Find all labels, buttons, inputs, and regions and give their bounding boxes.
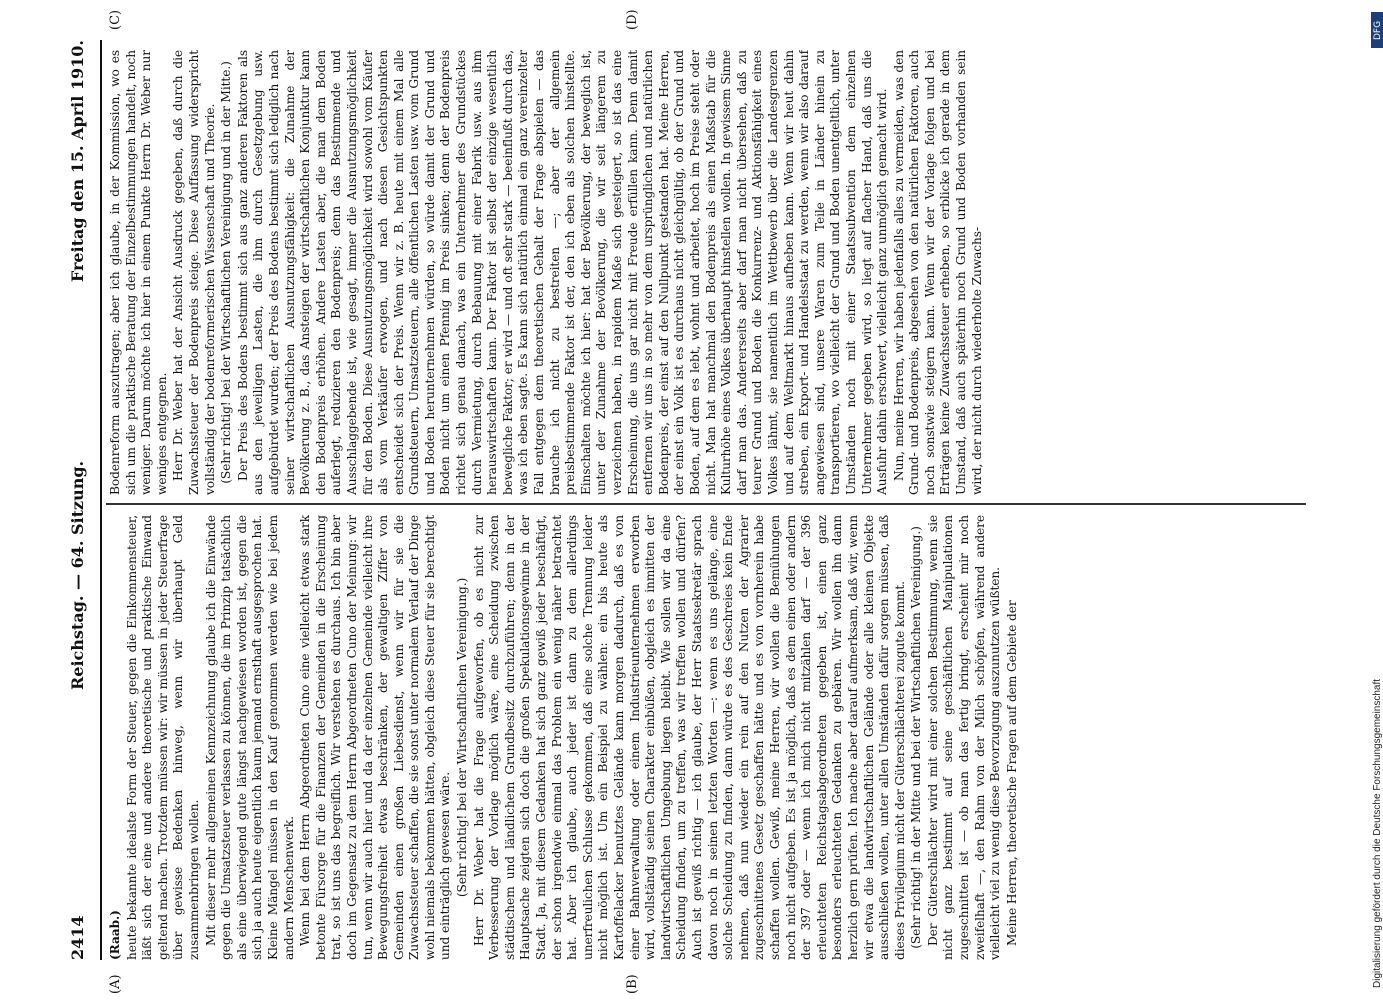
funding-credit: Digitalisierung gefördert durch die Deutsche Forschungsgemeinschaft [1372, 678, 1383, 988]
digitization-sidebar [1371, 10, 1383, 990]
paragraph: Mit dieser mehr allgemeinen Kennzeichnung glaube ich die Einwände gegen die Umsatzsteuer verlassen zu können, die im Prinzip tatsächlich als eine überwiegend gute längst nachgewiesen worden ist, gegen die sich ja auch heute eigentlich kaum jemand ernsthaft ausgesprochen hat. Kleine Mängel müssen in den Kauf genommen werden wie bei jedem andern Menschenwerk. [203, 515, 296, 960]
header-left-title: Reichstag. — 64. Sitzung. [68, 460, 87, 690]
paragraph: Der Preis des Bodens bestimmt sich aus ganz anderen Faktoren als aus den jeweiligen Lasten, die ihm durch Gesetzgebung usw. aufgebürdet wurden; der Preis des Bodens bestimmt sich lediglich nach seiner wirtschaftlichen Ausnutzungsfähigkeit: die Zunahme der Bevölkerung z. B., das Ansteigen der wirtschaftlichen Konjunktur kann den Bodenpreis erhöhen. Andere Lasten aber, die man dem Boden auferlegt, reduzieren den Bodenpreis; denn das Bestimmende und Ausschlaggebende ist, wie gesagt, immer die Ausnutzungsmöglichkeit für den Boden. Diese Ausnutzungsmöglichkeit wird sowohl vom Käufer als vom Verkäufer erwogen, und nach diesen Gesichtspunkten entscheidet sich der Preis. Wenn wir z. B. heute mit einem Mal alle Grundsteuern, Umsatzsteuern, alle öffentlichen Lasten usw. vom Grund und Boden herunternehmen würden, so würde damit der Grund und Boden nicht um einen Pfennig im Preis sinken; denn der Bodenpreis richtet sich genau danach, was ein Unternehmer des Grundstückes durch Vermietung, durch Bebauung mit einer Fabrik usw. aus ihm herauswirtschaften kann. Der Faktor ist selbst der einzige wesentlich bewegliche Faktor; er wird — und oft sehr stark — beeinflußt durch das, was ich eben sagte. Es kann sich natürlich einmal ein ganz vereinzelter Fall entgegen dem theoretischen Gehalt der Frage abspielen — das brauche ich nicht zu bestreiten —; aber der allgemein preisbestimmende Faktor ist der, den ich eben als solchen hinstellte. Einschalten möchte ich hier: hat der Bevölkerung, der beweglich ist, unter der Zunahme der Bevölkerung, die wir seit längerem zu verzeichnen haben, in rapidem Maße sich gesteigert, so ist das eine Erscheinung, die uns gar nicht mit Freude erfüllen kann. Denn damit entfernen wir uns in so mehr von dem ursprünglichen und natürlichen Bodenpreis, der einst auf den Nullpunkt gestanden hat. Meine Herren, der einst ein Volk ist es durchaus nicht gleichgültig, ob der Grund und Boden, auf dem es lebt, wohnt und arbeitet, hoch im Preise steht oder nicht. Man hat manchmal den Bodenpreis als einen Maßstab für die Kulturhöhe eines Volkes überhaupt hinstellen wollen. In gewissem Sinne darf man das. Andererseits aber darf man nicht übersehen, daß zu teurer Grund und Boden die Konkurrenz- und Aktionsfähigkeit eines Volkes lähmt, sie namentlich im Wettbewerb über die Landesgrenzen und auf dem Weltmarkt hinaus aufheben kann. Wenn wir heut dahin streben, ein Export- und Handelsstaat zu werden, wenn wir also darauf angewiesen sind, unsere Waren zum Teile in Länder hinein zu transportieren, wo vielleicht der Grund und Boden unentgeltlich, unter Umständen noch mit einer Staatssubvention dem einzelnen Unternehmer gegeben wird, so liegt auf flacher Hand, daß uns die Ausfuhr dahin erschwert, vielleicht ganz unmöglich gemacht wird. [235, 50, 890, 495]
paragraph: Wenn bei dem Herrn Abgeordneten Cuno eine vielleicht etwas stark betonte Fürsorge für die Finanzen der Gemeinden in die Erscheinung trat, so ist uns das begreiflich. Wir verstehen es durchaus. Ich bin aber doch im Gegensatz zu dem Herrn Abgeordneten Cuno der Meinung: wir tun, wenn wir auch hier und da der einzelnen Gemeinde vielleicht ihre Bewegungsfreiheit etwas beschränken, der gewaltigen Ziffer von Gemeinden einen großen Liebesdienst, wenn wir für sie die Zuwachssteuer schaffen, die sie sonst unter normalem Verlauf der Dinge wohl niemals bekommen hätten, obgleich diese Steuer für sie berechtigt und einträglich gewesen wäre. [298, 515, 453, 960]
left-column [108, 515, 1308, 960]
paragraph: Herr Dr. Weber hat der Ansicht Ausdruck gegeben, daß durch die Zuwachssteuer der Bodenpreis steige. Diese Auffassung widerspricht vollständig der bodenreformerischen Wissenschaft und Theorie. [171, 50, 217, 495]
paragraph: heute bekannte idealste Form der Steuer, gegen die Einkommensteuer, läßt sich der eine und andere theoretische und praktische Einwand geltend machen. Trotzdem müssen wir: wir müssen in jeder Steuerfrage über gewisse Bedenken hinweg, wenn wir überhaupt Geld zusammenbringen wollen. [124, 515, 201, 960]
margin-marker-b: (B) [625, 974, 640, 994]
paragraph: Herr Dr. Weber hat die Frage aufgeworfen, ob es nicht zur Verbesserung der Vorlage möglich wäre, eine Scheidung zwischen städtischem und ländlichem Grundbesitz durchzuführen; denn in der Hauptsache zeigten sich doch die großen Spekulationsgewinne in der Stadt. Ja, mit diesem Gedanken hat sich ganz gewiß jeder beschäftigt, der schon irgendwie einmal das Problem ein wenig näher betrachtet hat. Aber ich glaube, auch jeder ist dann zu dem allerdings unerfreulichen Schlusse gekommen, daß eine solche Trennung leider nicht möglich ist. Um ein Beispiel zu wählen: ein bis heute als Kartoffelacker benutztes Gelände kann morgen dadurch, daß es von einer Bahnverwaltung oder einem Industrieunternehmen erworben wird, vollständig seinen Charakter einbüßen, obgleich es inmitten der landwirtschaftlichen Umgebung liegen bleibt. Wie sollen wir da eine Scheidung finden, um zu treffen, was wir treffen wollen und dürfen? Auch ist gewiß richtig — ich glaube, der Herr Staatssekretär sprach davon noch in seinen letzten Worten —: wenn es uns gelänge, eine solche Scheidung zu finden, dann würde es des Geschreies kein Ende nehmen, daß nun wieder ein rein auf den Nutzen der Agrarier zugeschnittenes Gesetz geschaffen hätte und es von vornherein habe schaffen wollen. Gewiß, meine Herren, wir wollen die Bemühungen noch nicht aufgeben. Es ist ja möglich, daß es dem einen oder andern der 397 oder — wenn ich mich nicht mitzählen darf — der 396 erleuchteten Reichstagsabgeordneten gegeben ist, einen ganz besonders erleuchteten Gedanken zu gebären. Wir wollen ihn dann herzlich gern prüfen. Ich mache aber darauf aufmerksam, daß wir, wenn wir etwa die landwirtschaftlichen Gelände oder alle kleinen Objekte ausschließen wollen, unter allen Umständen dafür sorgen müssen, daß dieses Privilegium nicht der Güterschlächterei zugute kommt. [471, 515, 907, 960]
interjection: (Sehr richtig! bei der Wirtschaftlichen Vereinigung und in der Mitte.) [219, 61, 234, 484]
paragraph: Der Güterschlächter wird mit einer solchen Bestimmung, wenn sie nicht ganz bestimmt auf seine geschäftlichen Manipulationen zugeschnitten ist — ob man das fertig bringt, erscheint mir noch zweifelhaft —, den Rahm von der Milch schöpfen, während andere vielleicht viel zu wenig diese Bevorzugung auszunutzen wüßten. [925, 515, 1003, 960]
page-number: 2414 [68, 915, 87, 960]
margin-marker-a: (A) [108, 974, 123, 994]
speaker-label: (Raab.) [108, 910, 122, 960]
column-divider [106, 503, 1306, 505]
header-right-title: Freitag den 15. April 1910. [68, 40, 87, 283]
right-column [108, 50, 1308, 495]
interjection: (Sehr richtig! in der Mitte und bei der Wirtschaftlichen Vereinigung.) [909, 526, 924, 949]
margin-marker-d: (D) [625, 9, 640, 30]
paragraph: Meine Herren, theoretische Fragen auf dem Gebiete der [1004, 600, 1019, 946]
margin-marker-c: (C) [108, 9, 123, 30]
rotated-page [60, 9, 1320, 994]
header-rule [100, 40, 102, 960]
interjection: (Sehr richtig! bei der Wirtschaftlichen Vereinigung.) [455, 577, 470, 898]
dfg-logo: DFG [1371, 12, 1383, 48]
paragraph: Nun, meine Herren, wir haben jedenfalls alles zu vermeiden, was den Grund- und Bodenpreis, abgesehen von den natürlichen Faktoren, auch noch sonstwie steigern kann. Wenn wir der Vorlage folgen und bei Erträgen keine Zuwachssteuer erheben, so erblicke ich gerade in dem Umstand, daß auch späterhin noch Grund und Boden vorhanden sein wird, der nicht durch wiederholte Zuwachs- [891, 50, 984, 495]
page-header [60, 40, 100, 960]
paragraph: Bodenreform auszutragen; aber ich glaube, in der Kommission, wo es sich um die praktische Beratung der Einzelbestimmungen handelt, noch weniger. Darum möchte ich hier in einem Punkte Herrn Dr. Weber nur weniges entgegnen. [108, 50, 169, 495]
